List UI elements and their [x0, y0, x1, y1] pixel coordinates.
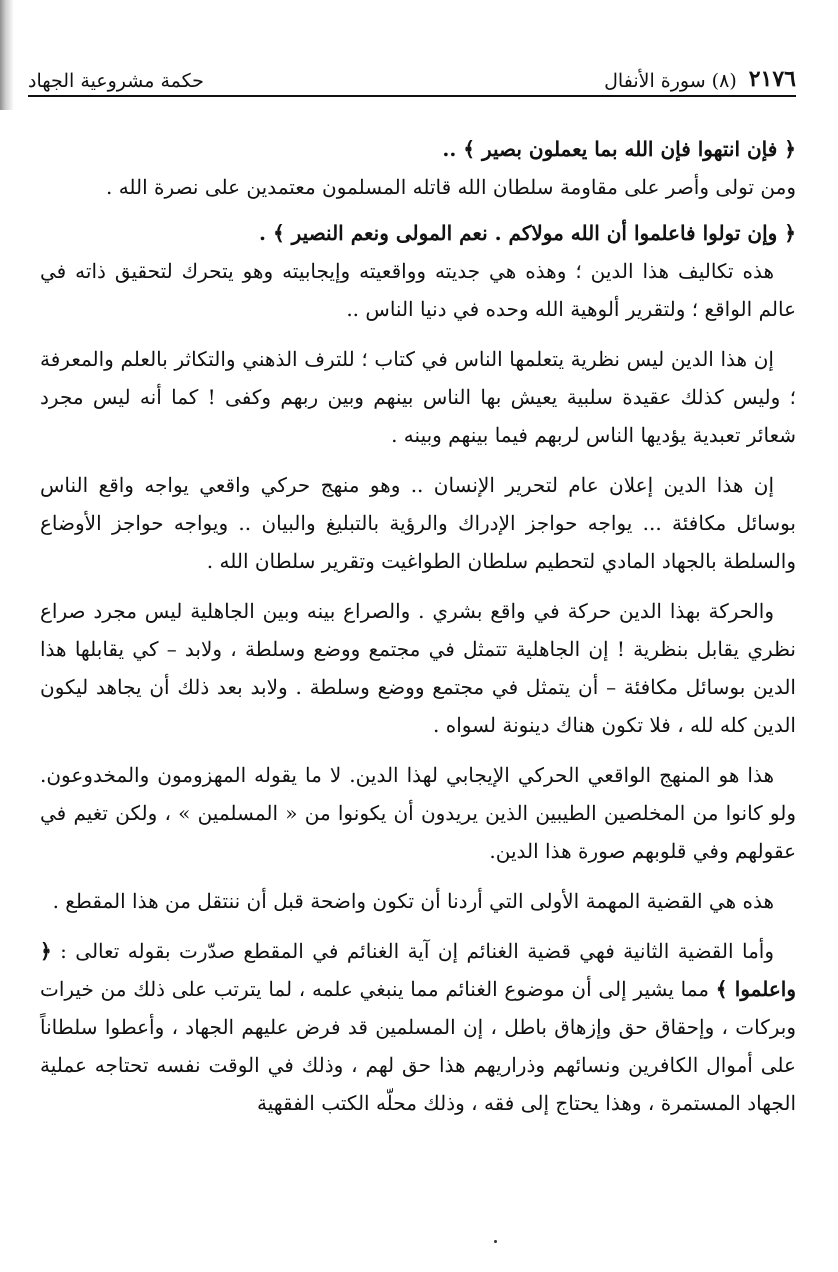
- page-number: ٢١٧٦: [748, 66, 796, 92]
- paragraph-4: إن هذا الدين إعلان عام لتحرير الإنسان .. وهو منهج حركي واقعي يواجه واقع الناس بوسائل مكافئة ... يواجه حواجز الإدراك والرؤية بالتبليغ والبيان .. ويواجه حواجز الأوضاع والسلطة بالجهاد المادي لتحطيم سلطان الطواغيت وتقرير سلطان الله .: [40, 473, 796, 573]
- footer-mark: [494, 1240, 497, 1243]
- header-rule: [28, 95, 796, 97]
- paragraph-5: والحركة بهذا الدين حركة في واقع بشري . والصراع بينه وبين الجاهلية ليس مجرد صراع نظري يقابل بنظرية ! إن الجاهلية تتمثل في مجتمع ووضع وسلطة ، ولابد – كي يقابلها هذا الدين بوسائل مكافئة – أن يتمثل في مجتمع ووضع وسلطة . ولابد بعد ذلك أن يجاهد ليكون الدين كله لله ، فلا تكون هناك دينونة لسواه .: [40, 599, 796, 737]
- main-text: [40, 130, 796, 1134]
- surah-label: (٨) سورة الأنفال: [604, 70, 737, 92]
- section-title: حكمة مشروعية الجهاد: [28, 70, 204, 92]
- running-header: [28, 52, 796, 92]
- paragraph-8-rest: مما يشير إلى أن موضوع الغنائم مما ينبغي علمه ، لما يترتب على ذلك من خيرات وبركات ، وإحقاق حق وإزهاق باطل ، إن المسلمين قد فرض عليهم الجهاد ، وأعطوا سلطاناً على أموال الكافرين ونسائهم وذراريهم هذا حق لهم ، وذلك في الوقت نفسه تحتاجه عملية الجهاد المستمرة ، وهذا يحتاج إلى فقه ، وذلك محلّه الكتب الفقهية: [40, 977, 796, 1115]
- paragraph-8-verse: ﴿ واعلموا ﴾: [40, 939, 797, 1001]
- paragraph-6: هذا هو المنهج الواقعي الحركي الإيجابي لهذا الدين. لا ما يقوله المهزومون والمخدوعون. ولو كانوا من المخلصين الطيبين الذين يريدون أن يكونوا من « المسلمين » ، ولكن تغيم في عقولهم وفي قلوبهم صورة هذا الدين.: [40, 763, 796, 863]
- paragraph-8-lead: وأما القضية الثانية فهي قضية الغنائم إن آية الغنائم في المقطع صدّرت بقوله تعالى :: [60, 939, 775, 963]
- paragraph-2: هذه تكاليف هذا الدين ؛ وهذه هي جديته وواقعيته وإيجابيته وهو يتحرك لتحقيق ذاته في عالم الواقع ؛ ولتقرير ألوهية الله وحده في دنيا الناس ..: [40, 259, 796, 321]
- paragraph-1: ومن تولى وأصر على مقاومة سلطان الله قاتله المسلمون معتمدين على نصرة الله .: [105, 175, 796, 199]
- paragraph-8: [40, 932, 796, 1122]
- verse-2: ﴿ وإن تولوا فاعلموا أن الله مولاكم . نعم المولى ونعم النصير ﴾ .: [259, 221, 796, 245]
- paragraph-3: إن هذا الدين ليس نظرية يتعلمها الناس في كتاب ؛ للترف الذهني والتكاثر بالعلم والمعرفة ؛ وليس كذلك عقيدة سلبية يعيش بها الناس بينهم وبين ربهم وكفى ! كما أنه ليس مجرد شعائر تعبدية يؤديها الناس لربهم فيما بينهم وبينه .: [40, 347, 796, 447]
- scan-edge-shadow: [0, 0, 14, 110]
- paragraph-7: هذه هي القضية المهمة الأولى التي أردنا أن تكون واضحة قبل أن ننتقل من هذا المقطع .: [52, 889, 774, 913]
- header-right-group: [604, 66, 796, 92]
- verse-1: ﴿ فإن انتهوا فإن الله بما يعملون بصير ﴾ ..: [442, 137, 796, 161]
